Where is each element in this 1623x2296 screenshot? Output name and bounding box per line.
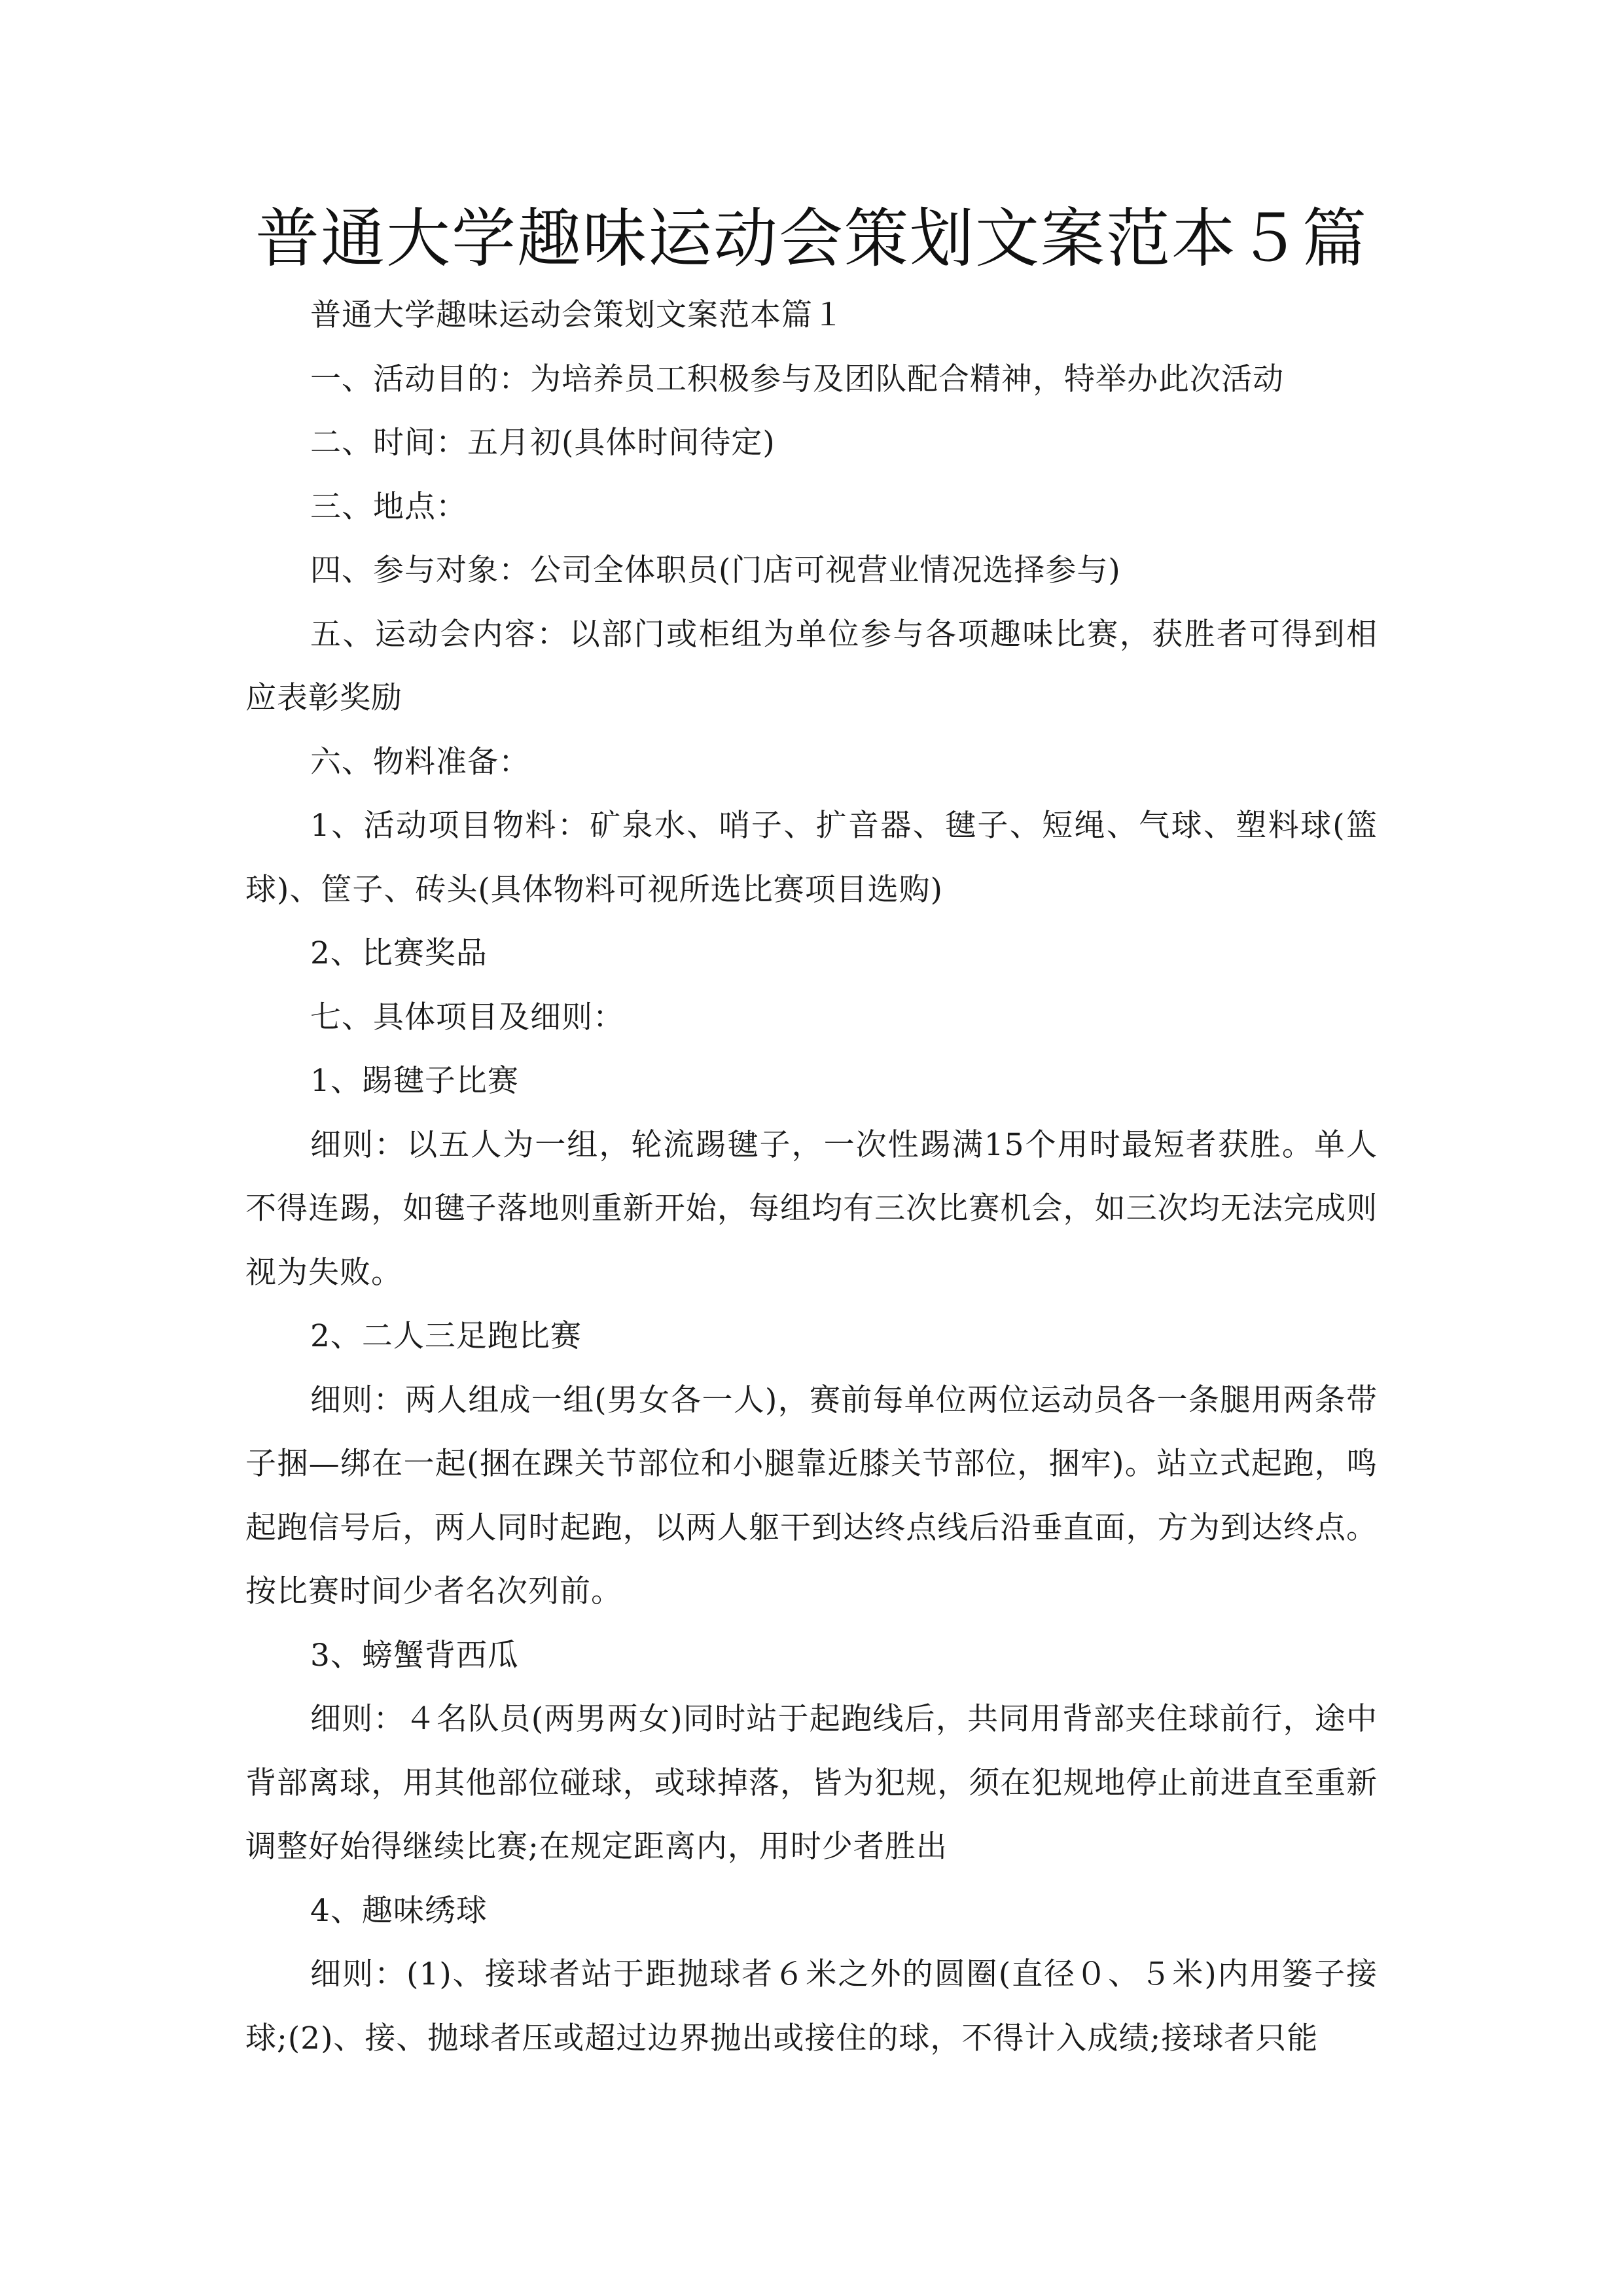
paragraph: 2、二人三足跑比赛	[310, 1318, 582, 1354]
paragraph: 三、地点：	[310, 488, 467, 525]
paragraph: 七、具体项目及细则：	[310, 999, 624, 1035]
paragraph: 四、参与对象：公司全体职员(门店可视营业情况选择参与)	[310, 552, 1121, 588]
paragraph: 细则：两人组成一组(男女各一人)，赛前每单位两位运动员各一条腿用两条带子捆—绑在一起(捆在踝关节部位和小腿靠近膝关节部位，捆牢)。站立式起跑，鸣起跑信号后，两人同时起跑，以两人躯干到达终点线后沿垂直面，方为到达终点。按比赛时间少者名次列前。	[245, 1382, 1378, 1609]
paragraph: 五、运动会内容：以部门或柜组为单位参与各项趣味比赛，获胜者可得到相应表彰奖励	[245, 616, 1378, 716]
paragraph: 4、趣味绣球	[310, 1892, 488, 1929]
document-title: 普通大学趣味运动会策划文案范本５篇	[255, 202, 1368, 276]
paragraph: 细则：４名队员(两男两女)同时站于起跑线后，共同用背部夹住球前行，途中背部离球，用其他部位碰球，或球掉落，皆为犯规，须在犯规地停止前进直至重新调整好始得继续比赛;在规定距离内，用时少者胜出	[245, 1701, 1378, 1865]
document-body	[245, 283, 1378, 2070]
paragraph: 细则：以五人为一组，轮流踢毽子，一次性踢满15个用时最短者获胜。单人不得连踢，如毽子落地则重新开始，每组均有三次比赛机会，如三次均无法完成则视为失败。	[245, 1126, 1378, 1291]
paragraph: 1、踢毽子比赛	[310, 1063, 519, 1099]
paragraph: 细则：(1)、接球者站于距抛球者６米之外的圆圈(直径０、５米)内用篓子接球;(2)、接、抛球者压或超过边界抛出或接住的球，不得计入成绩;接球者只能	[245, 1956, 1378, 2056]
paragraph: 二、时间：五月初(具体时间待定)	[310, 425, 776, 461]
paragraph: 六、物料准备：	[310, 744, 530, 780]
paragraph: 普通大学趣味运动会策划文案范本篇１	[310, 297, 844, 333]
paragraph: 2、比赛奖品	[310, 935, 488, 971]
paragraph: 一、活动目的：为培养员工积极参与及团队配合精神，特举办此次活动	[310, 361, 1284, 397]
paragraph: 1、活动项目物料：矿泉水、哨子、扩音器、毽子、短绳、气球、塑料球(篮球)、筐子、砖头(具体物料可视所选比赛项目选购)	[245, 808, 1378, 908]
paragraph: 3、螃蟹背西瓜	[310, 1637, 519, 1674]
